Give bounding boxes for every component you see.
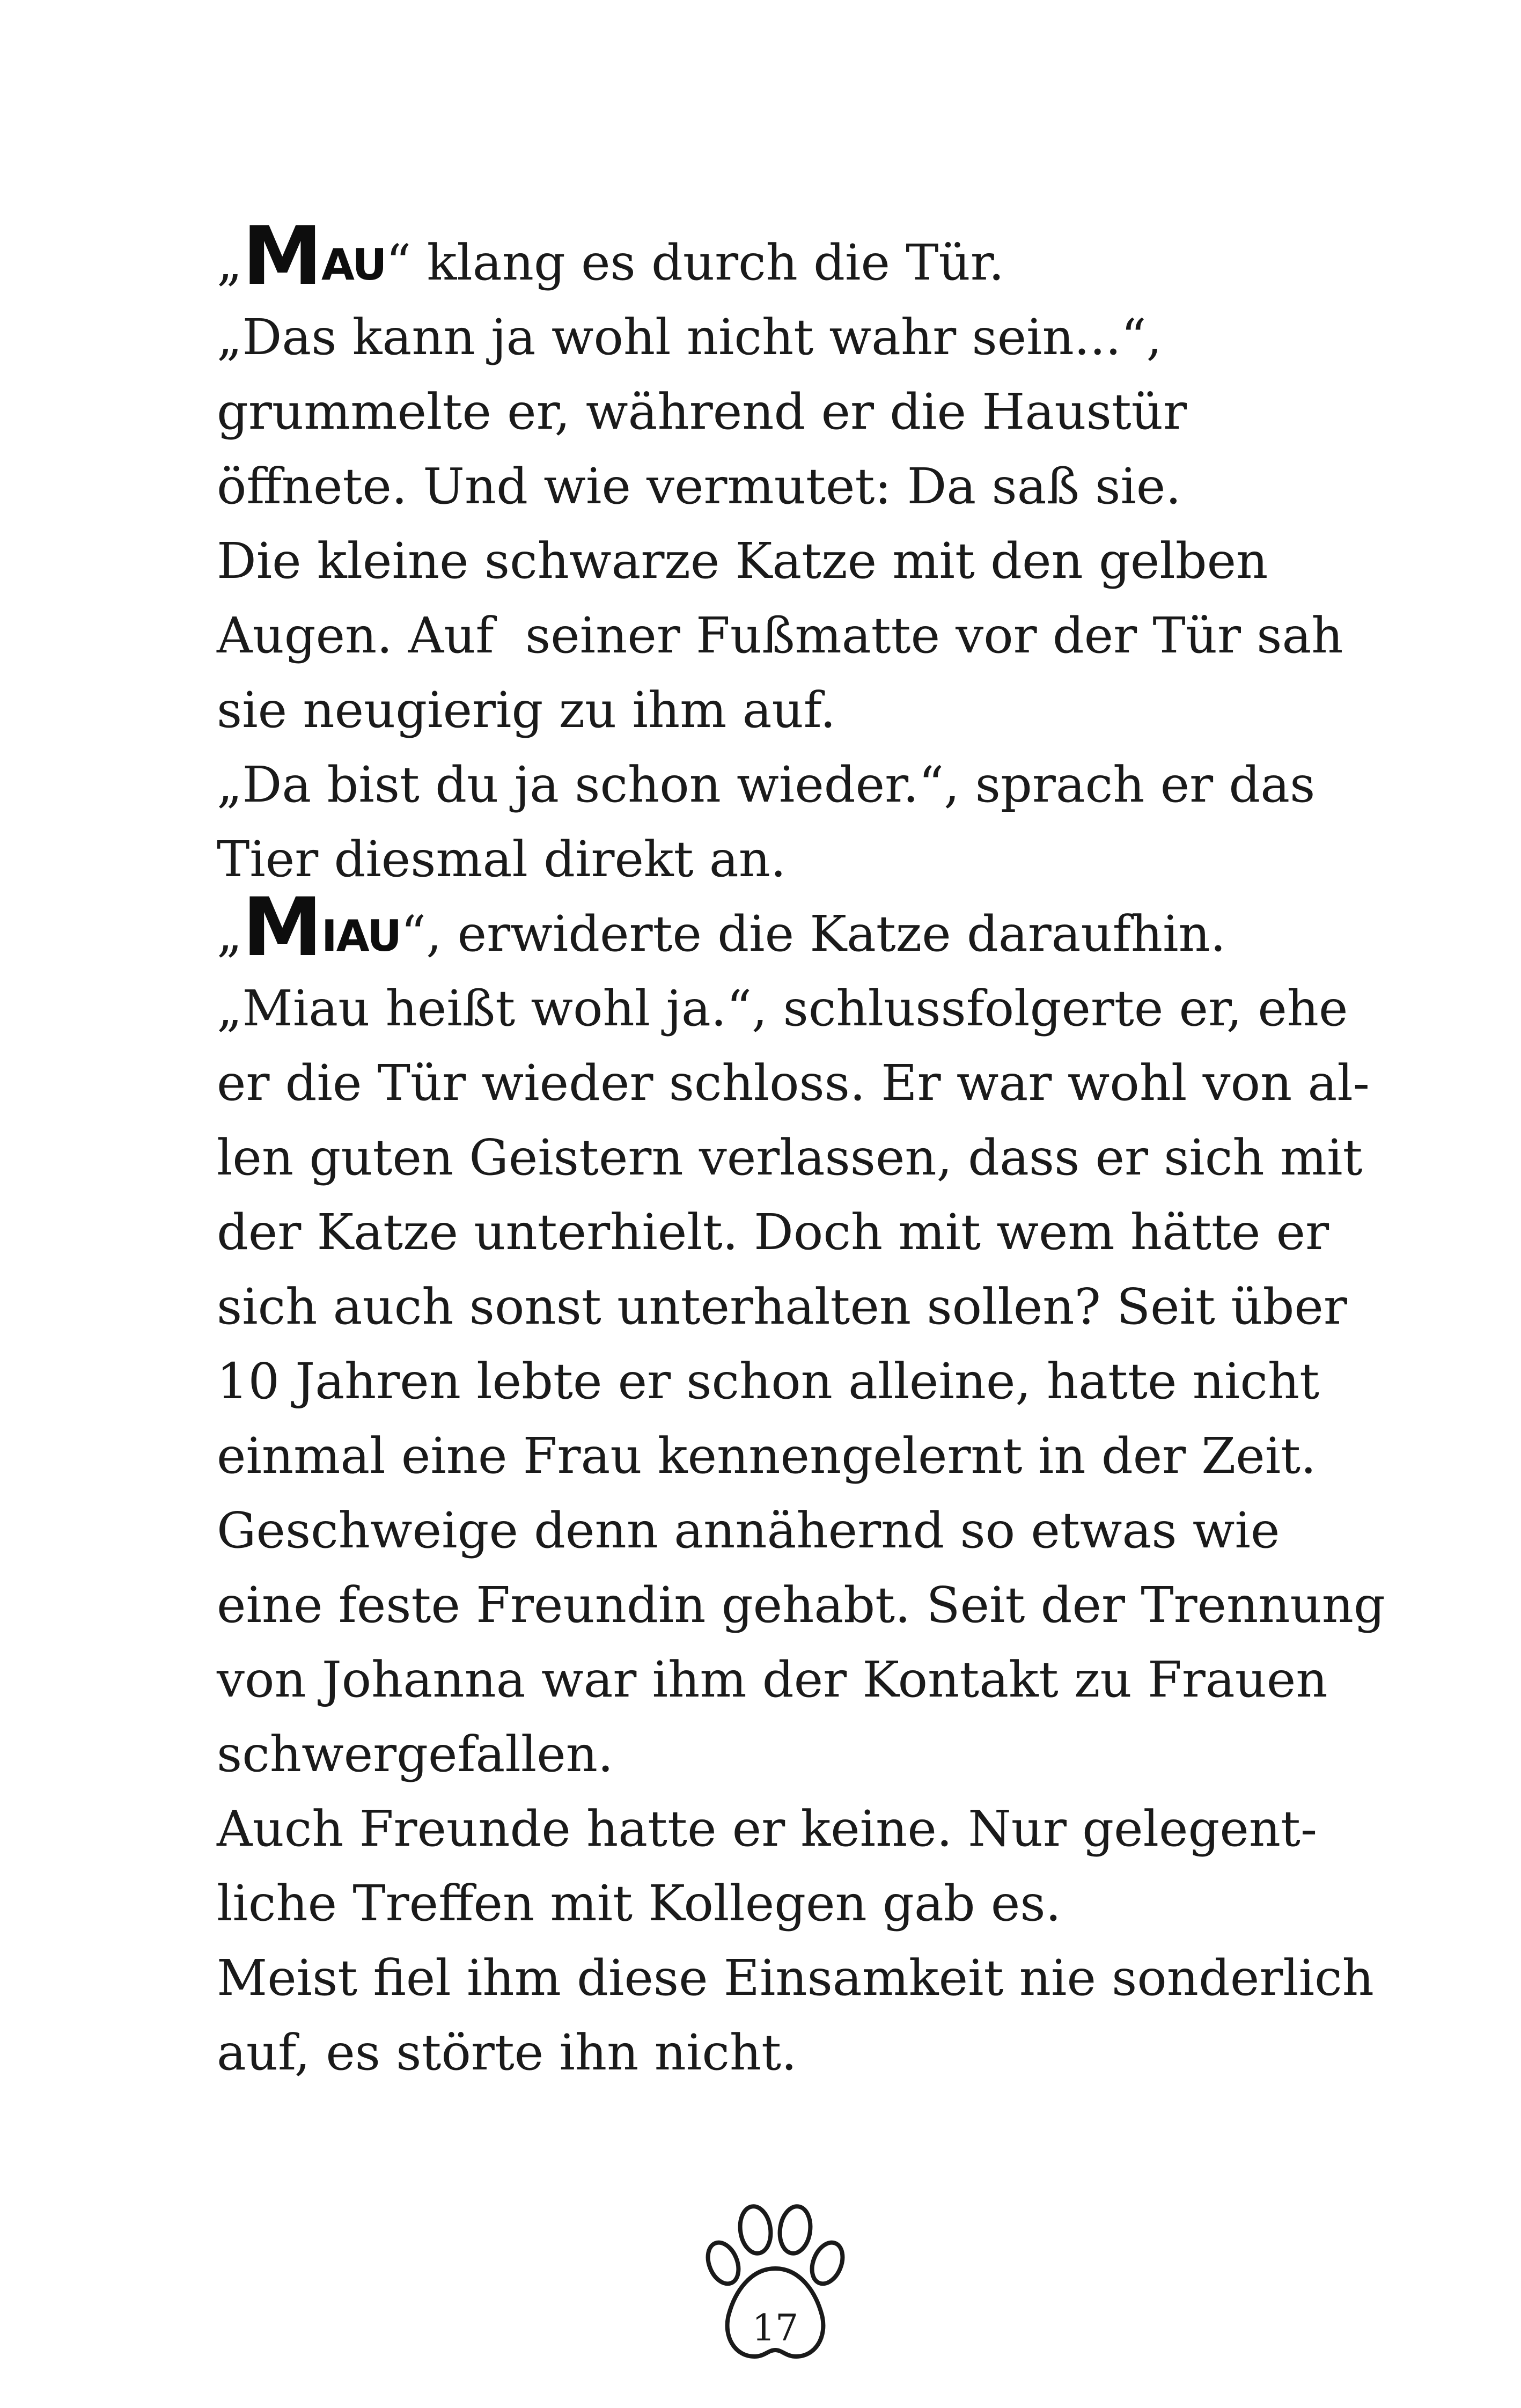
text-line: auf, es störte ihn nicht. [217, 2024, 797, 2081]
line-rest: klang es durch die Tür. [411, 234, 1004, 291]
text-line: Tier diesmal direkt an. [217, 831, 787, 888]
text-line: len guten Geistern verlassen, dass er sich mit [217, 1129, 1363, 1186]
sound-word-miau [242, 881, 401, 974]
text-line: er die Tür wieder schloss. Er war wohl von al- [217, 1054, 1370, 1112]
text-line: der Katze unterhielt. Doch mit wem hätte er [217, 1203, 1329, 1261]
sound-rest: IAU [321, 911, 401, 961]
open-quote: „ [217, 905, 243, 963]
text-line: „Miau heißt wohl ja.“, schlussfolgerte er, ehe [217, 980, 1348, 1037]
sound-rest: AU [321, 240, 386, 290]
close-quote: “ [386, 234, 412, 291]
text-line: grummelte er, während er die Haustür [217, 383, 1187, 441]
text-line: eine feste Freundin gehabt. Seit der Trennung [217, 1576, 1385, 1634]
open-quote: „ [217, 234, 243, 291]
text-line: Meist fiel ihm diese Einsamkeit nie sonderlich [217, 1949, 1374, 2007]
body-text [217, 210, 1385, 2090]
text-line: 10 Jahren lebte er schon alleine, hatte nicht [217, 1353, 1320, 1410]
close-quote: “ [401, 905, 427, 963]
text-line: sich auch sonst unterhalten sollen? Seit über [217, 1278, 1347, 1335]
text-line: „Da bist du ja schon wieder.“, sprach er das [217, 756, 1316, 813]
page-number: 17 [752, 2307, 799, 2350]
line-rest: , erwiderte die Katze daraufhin. [426, 905, 1226, 963]
sound-word-mau [242, 210, 386, 303]
page-footer [703, 2200, 848, 2377]
paw-print-icon [703, 2200, 848, 2377]
text-line [217, 210, 1354, 303]
text-line: einmal eine Frau kennengelernt in der Zeit. [217, 1427, 1317, 1485]
text-line: öffnete. Und wie vermutet: Da saß sie. [217, 458, 1181, 515]
text-line: liche Treffen mit Kollegen gab es. [217, 1875, 1061, 1932]
text-line: Die kleine schwarze Katze mit den gelben [217, 532, 1268, 590]
text-line: sie neugierig zu ihm auf. [217, 681, 836, 739]
sound-initial: M [242, 881, 321, 974]
text-line: Geschweige denn annähernd so etwas wie [217, 1502, 1280, 1559]
text-line: „Das kann ja wohl nicht wahr sein...“, [217, 309, 1162, 366]
text-line: von Johanna war ihm der Kontakt zu Frauen [217, 1651, 1328, 1708]
sound-initial: M [242, 210, 321, 303]
text-line: Auch Freunde hatte er keine. Nur gelegent- [217, 1800, 1318, 1858]
text-line [217, 881, 1354, 974]
text-line: schwergefallen. [217, 1726, 614, 1783]
text-line: Augen. Auf seiner Fußmatte vor der Tür sah [217, 607, 1343, 664]
